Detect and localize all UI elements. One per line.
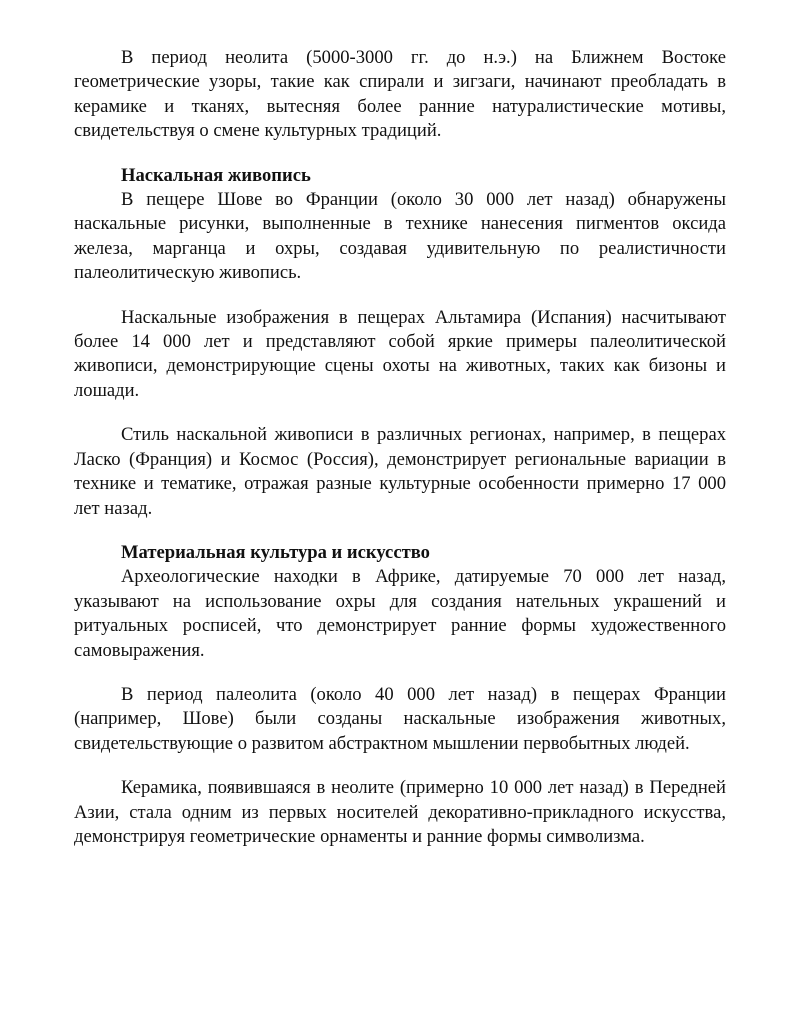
paragraph: Наскальные изображения в пещерах Альтамира (Испания) насчитывают более 14 000 лет и представляют собой яркие примеры палеолитической живописи, демонстрирующие сцены охоты на животных, таких как бизоны и лошади. bbox=[74, 306, 726, 401]
paragraph: Археологические находки в Африке, датируемые 70 000 лет назад, указывают на использование охры для создания нательных украшений и ритуальных росписей, что демонстрирует ранние формы художественного самовыражения. bbox=[74, 566, 726, 661]
intro-paragraph: В период неолита (5000-3000 гг. до н.э.) на Ближнем Востоке геометрические узоры, такие как спирали и зигзаги, начинают преобладать в керамике и тканях, вытесняя более ранние натуралистические мотивы, свидетельствуя о смене культурных традиций. bbox=[74, 47, 726, 142]
paragraph: Стиль наскальной живописи в различных регионах, например, в пещерах Ласко (Франция) и Космос (Россия), демонстрирует региональные вариации в технике и тематике, отражая разные культурные особенности примерно 17 000 лет назад. bbox=[74, 424, 726, 519]
section-heading-cave-painting: Наскальная живопись bbox=[121, 164, 311, 186]
paragraph: Керамика, появившаяся в неолите (примерно 10 000 лет назад) в Передней Азии, стала одним из первых носителей декоративно-прикладного искусства, демонстрируя геометрические орнаменты и ранние формы символизма. bbox=[74, 777, 726, 847]
paragraph: В пещере Шове во Франции (около 30 000 лет назад) обнаружены наскальные рисунки, выполненные в технике нанесения пигментов оксида железа, марганца и охры, создавая удивительную по реалистичности палеолитическую живопись. bbox=[74, 189, 726, 284]
section-heading-material-culture: Материальная культура и искусство bbox=[121, 541, 430, 563]
document-body bbox=[74, 46, 726, 849]
paragraph: В период палеолита (около 40 000 лет назад) в пещерах Франции (например, Шове) были созданы наскальные изображения животных, свидетельствующие о развитом абстрактном мышлении первобытных людей. bbox=[74, 683, 726, 754]
